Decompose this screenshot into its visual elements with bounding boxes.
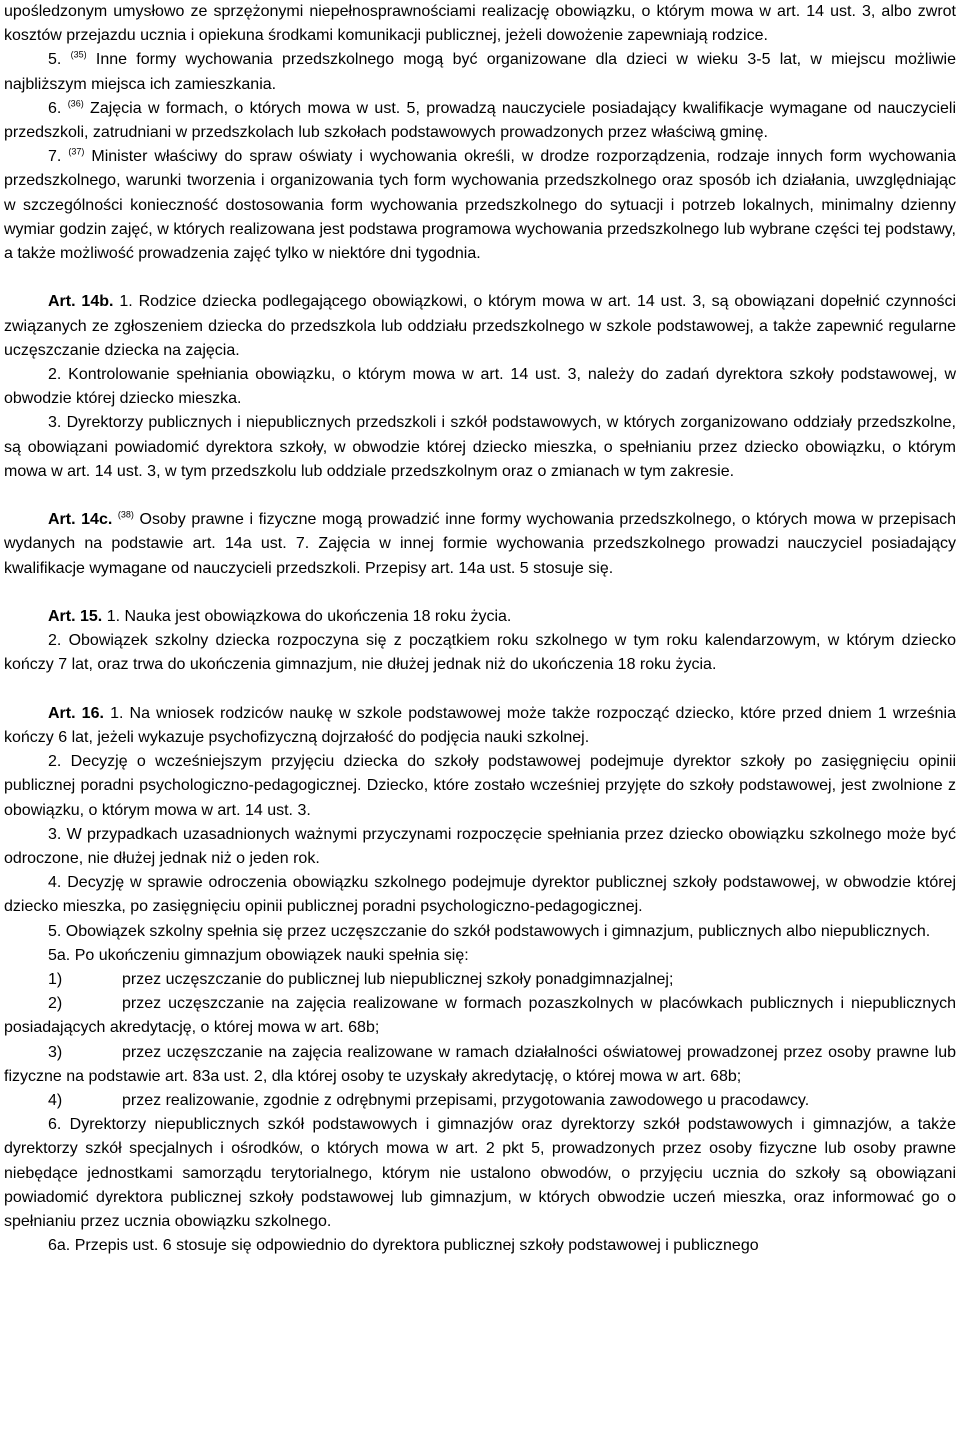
paragraph-15-2: 2. Obowiązek szkolny dziecka rozpoczyna się z początkiem roku szkolnego w tym roku kalendarzowym, w którym dziecko kończy 7 lat, oraz trwa do ukończenia gimnazjum, nie dłużej jednak niż do ukończenia 18 roku życia. [4,632,956,674]
paragraph-16-6: 6. Dyrektorzy niepublicznych szkół podstawowych i gimnazjów oraz dyrektorzy szkół podstawowych i gimnazjów, a także dyrektorzy szkół specjalnych i ośrodków, o których mowa w art. 2 pkt 5, prowadzonych przez osoby fizyczne lub osoby prawne niebędące jednostkami samorządu terytorialnego, którym nie ustalono obwodów, o przyjęciu ucznia do szkoły są obowiązani powiadomić dyrektora publicznej szkoły podstawowej lub gimnazjum, w których obwodzie uczeń mieszka, oraz informować go o spełnianiu przez ucznia obowiązku szkolnego. [4,1116,956,1231]
point-number: 7. [48,148,62,166]
article-14b [4,290,956,363]
article-label: Art. 16. [48,704,104,722]
article-label: Art. 14b. [48,293,114,311]
paragraph-16-3: 3. W przypadkach uzasadnionych ważnymi przyczynami rozpoczęcie spełniania przez dziecko obowiązku szkolnego może być odroczone, nie dłużej jednak niż o jeden rok. [4,825,956,868]
list-item [4,968,956,992]
article-label: Art. 15. [48,608,103,626]
paragraph-text: Osoby prawne i fizyczne mogą prowadzić inne formy wychowania przedszkolnego, o których mowa w przepisach wydanych na podstawie art. 14a ust. 7. Zajęcia w innej formie wychowania przedszkolnego prowadzi nauczyciel posiadający kwalifikacje wymagane od nauczycieli przedszkoli. Przepisy art. 14a ust. 5 stosuje się. [4,511,957,577]
paragraph-text: Zajęcia w formach, o których mowa w ust. 5, prowadzą nauczyciele posiadający kwalifikacje wymagane od nauczycieli przedszkoli, zatrudniani w przedszkolach lub szkołach podstawowych prowadzonych przez właściwą gminę. [4,99,957,142]
paragraph: upośledzonym umysłowo ze sprzężonymi niepełnosprawnościami realizację obowiązku, o którym mowa w art. 14 ust. 3, albo zwrot kosztów przejazdu ucznia i opiekuna środkami komunikacji publicznej, jeżeli dowożenie zapewniają rodzice. [4,3,956,45]
list-item [4,1089,956,1113]
document-page [4,0,956,1259]
paragraph-ust-5 [4,48,956,96]
list-number: 2) [48,995,63,1013]
article-15 [4,605,956,629]
list-number: 4) [48,1092,63,1110]
paragraph-text: Minister właściwy do spraw oświaty i wychowania określi, w drodze rozporządzenia, rodzaje innych form wychowania przedszkolnego, warunki tworzenia i organizowania tych form wychowania przedszkolnego oraz sposób ich działania, uwzględniając w szczególności konieczność dostosowania form wychowania przedszkolnego do sytuacji i potrzeb lokalnych, minimalny dzienny wymiar godzin zajęć, w których realizowana jest podstawa programowa wychowania przedszkolnego lub wybrane części tej podstawy, a także możliwość prowadzenia zajęć tylko w niektóre dni tygodnia. [4,148,957,263]
point-number: 6. [48,99,62,117]
article-16 [4,702,956,750]
list-item [4,1041,956,1089]
list-text: przez uczęszczanie na zajęcia realizowane w formach pozaszkolnych w placówkach publicznych i niepublicznych posiadających akredytację, o której mowa w art. 68b; [4,995,956,1037]
paragraph-text: 1. Rodzice dziecka podlegającego obowiązkowi, o którym mowa w art. 14 ust. 3, są obowiązani dopełnić czynności związanych ze zgłoszeniem dziecka do przedszkola lub oddziału przedszkolnego w szkole podstawowej, a także zapewnić regularne uczęszczanie dziecka na zajęcia. [4,293,957,359]
paragraph-text: 1. Nauka jest obowiązkowa do ukończenia 18 roku życia. [106,608,512,626]
article-14c [4,508,956,581]
footnote-ref: (38) [117,509,134,520]
paragraph-text: Inne formy wychowania przedszkolnego mogą być organizowane dla dzieci w wieku 3-5 lat, w miejscu możliwie najbliższym miejsca ich zamieszkania. [4,51,956,93]
paragraph-14b-3: 3. Dyrektorzy publicznych i niepublicznych przedszkoli i szkół podstawowych, w których zorganizowano oddziały przedszkolne, są obowiązani powiadomić dyrektora szkoły, w obwodzie której dziecko mieszka, o spełnianiu przez dziecko obowiązku, o którym mowa w art. 14 ust. 3, w tym przedszkolu lub oddziale przedszkolnym oraz o zmianach w tym zakresie. [4,414,956,480]
list-item [4,992,956,1040]
paragraph-text: 1. Na wniosek rodziców naukę w szkole podstawowej może także rozpocząć dziecko, które przed dniem 1 września kończy 6 lat, jeżeli wykazuje psychofizyczną dojrzałość do podjęcia nauki szkolnej. [4,704,957,747]
list-number: 1) [48,971,63,989]
point-number: 5. [48,51,62,69]
paragraph-16-2: 2. Decyzję o wcześniejszym przyjęciu dziecka do szkoły podstawowej podejmuje dyrektor szkoły po zasięgnięciu opinii publicznej poradni psychologiczno-pedagogicznej. Dziecko, które zostało wcześniej przyjęte do szkoły podstawowej, jest zwolnione z obowiązku, o którym mowa w art. 14 ust. 3. [4,753,956,819]
paragraph-ust-7 [4,145,956,266]
footnote-ref: (36) [67,98,84,109]
paragraph-ust-6 [4,97,956,145]
list-text: przez realizowanie, zgodnie z odrębnymi przepisami, przygotowania zawodowego u pracodawcy. [122,1092,810,1110]
paragraph-16-4: 4. Decyzję w sprawie odroczenia obowiązku szkolnego podejmuje dyrektor publicznej szkoły podstawowej, w obwodzie której dziecko mieszka, po zasięgnięciu opinii publicznej poradni psychologiczno-pedagogicznej. [4,874,956,916]
list-number: 3) [48,1043,63,1061]
paragraph-16-5a: 5a. Po ukończeniu gimnazjum obowiązek nauki spełnia się: [48,946,469,964]
list-text: przez uczęszczanie do publicznej lub niepublicznej szkoły ponadgimnazjalnej; [122,971,674,989]
paragraph-14b-2: 2. Kontrolowanie spełniania obowiązku, o którym mowa w art. 14 ust. 3, należy do zadań dyrektora szkoły podstawowej, w obwodzie której dziecko mieszka. [4,366,956,408]
article-label: Art. 14c. [48,511,113,529]
footnote-ref: (35) [70,50,87,61]
paragraph-16-5: 5. Obowiązek szkolny spełnia się przez uczęszczanie do szkół podstawowych i gimnazjum, publicznych albo niepublicznych. [48,922,931,940]
paragraph-16-6a: 6a. Przepis ust. 6 stosuje się odpowiednio do dyrektora publicznej szkoły podstawowej i publicznego [48,1237,759,1255]
footnote-ref: (37) [68,146,85,157]
list-text: przez uczęszczanie na zajęcia realizowane w ramach działalności oświatowej prowadzonej przez osoby prawne lub fizyczne na podstawie art. 83a ust. 2, dla której osoby te uzyskały akredytację, o której mowa w art. 68b; [4,1043,956,1085]
